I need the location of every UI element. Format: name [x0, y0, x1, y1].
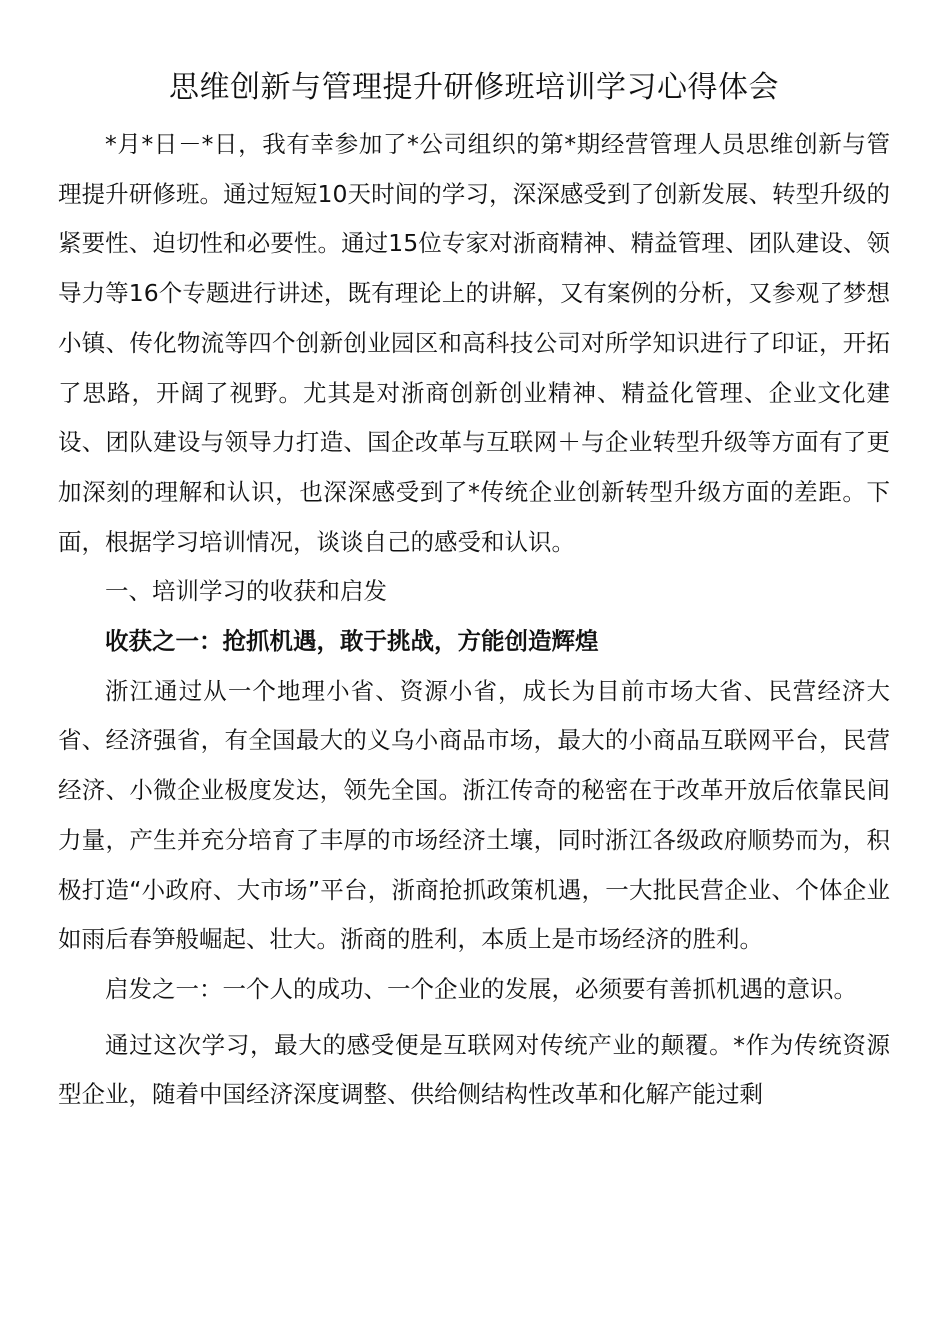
document-title: 思维创新与管理提升研修班培训学习心得体会	[169, 70, 779, 105]
body-paragraph-internet: 通过这次学习，最大的感受便是互联网对传统产业的颠覆。*作为传统资源型企业，随着中国经济深度调整、供给侧结构性改革和化解产能过剩	[58, 1030, 890, 1109]
section-heading-1: 一、培训学习的收获和启发	[105, 577, 387, 606]
gain-heading-1: 收获之一：抢抓机遇，敢于挑战，方能创造辉煌	[105, 627, 599, 656]
body-paragraph-zhejiang: 浙江通过从一个地理小省、资源小省，成长为目前市场大省、民营经济大省、经济强省，有全国最大的义乌小商品市场，最大的小商品互联网平台，民营经济、小微企业极度发达，领先全国。浙江传奇的秘密在于改革开放后依靠民间力量，产生并充分培育了丰厚的市场经济土壤，同时浙江各级政府顺势而为，积极打造“小政府、大市场”平台，浙商抢抓政策机遇，一大批民营企业、个体企业如雨后春笋般崛起、壮大。浙商的胜利，本质上是市场经济的胜利。	[58, 676, 890, 954]
intro-paragraph: *月*日－*日，我有幸参加了*公司组织的第*期经营管理人员思维创新与管理提升研修班。通过短短10天时间的学习，深深感受到了创新发展、转型升级的紧要性、迫切性和必要性。通过15位专家对浙商精神、精益管理、团队建设、领导力等16个专题进行讲述，既有理论上的讲解，又有案例的分析，又参观了梦想小镇、传化物流等四个创新创业园区和高科技公司对所学知识进行了印证，开拓了思路，开阔了视野。尤其是对浙商创新创业精神、精益化管理、企业文化建设、团队建设与领导力打造、国企改革与互联网＋与企业转型升级等方面有了更加深刻的理解和认识，也深深感受到了*传统企业创新转型升级方面的差距。下面，根据学习培训情况，谈谈自己的感受和认识。	[58, 130, 890, 556]
insight-paragraph-1: 启发之一：一个人的成功、一个企业的发展，必须要有善抓机遇的意识。	[105, 974, 857, 1003]
